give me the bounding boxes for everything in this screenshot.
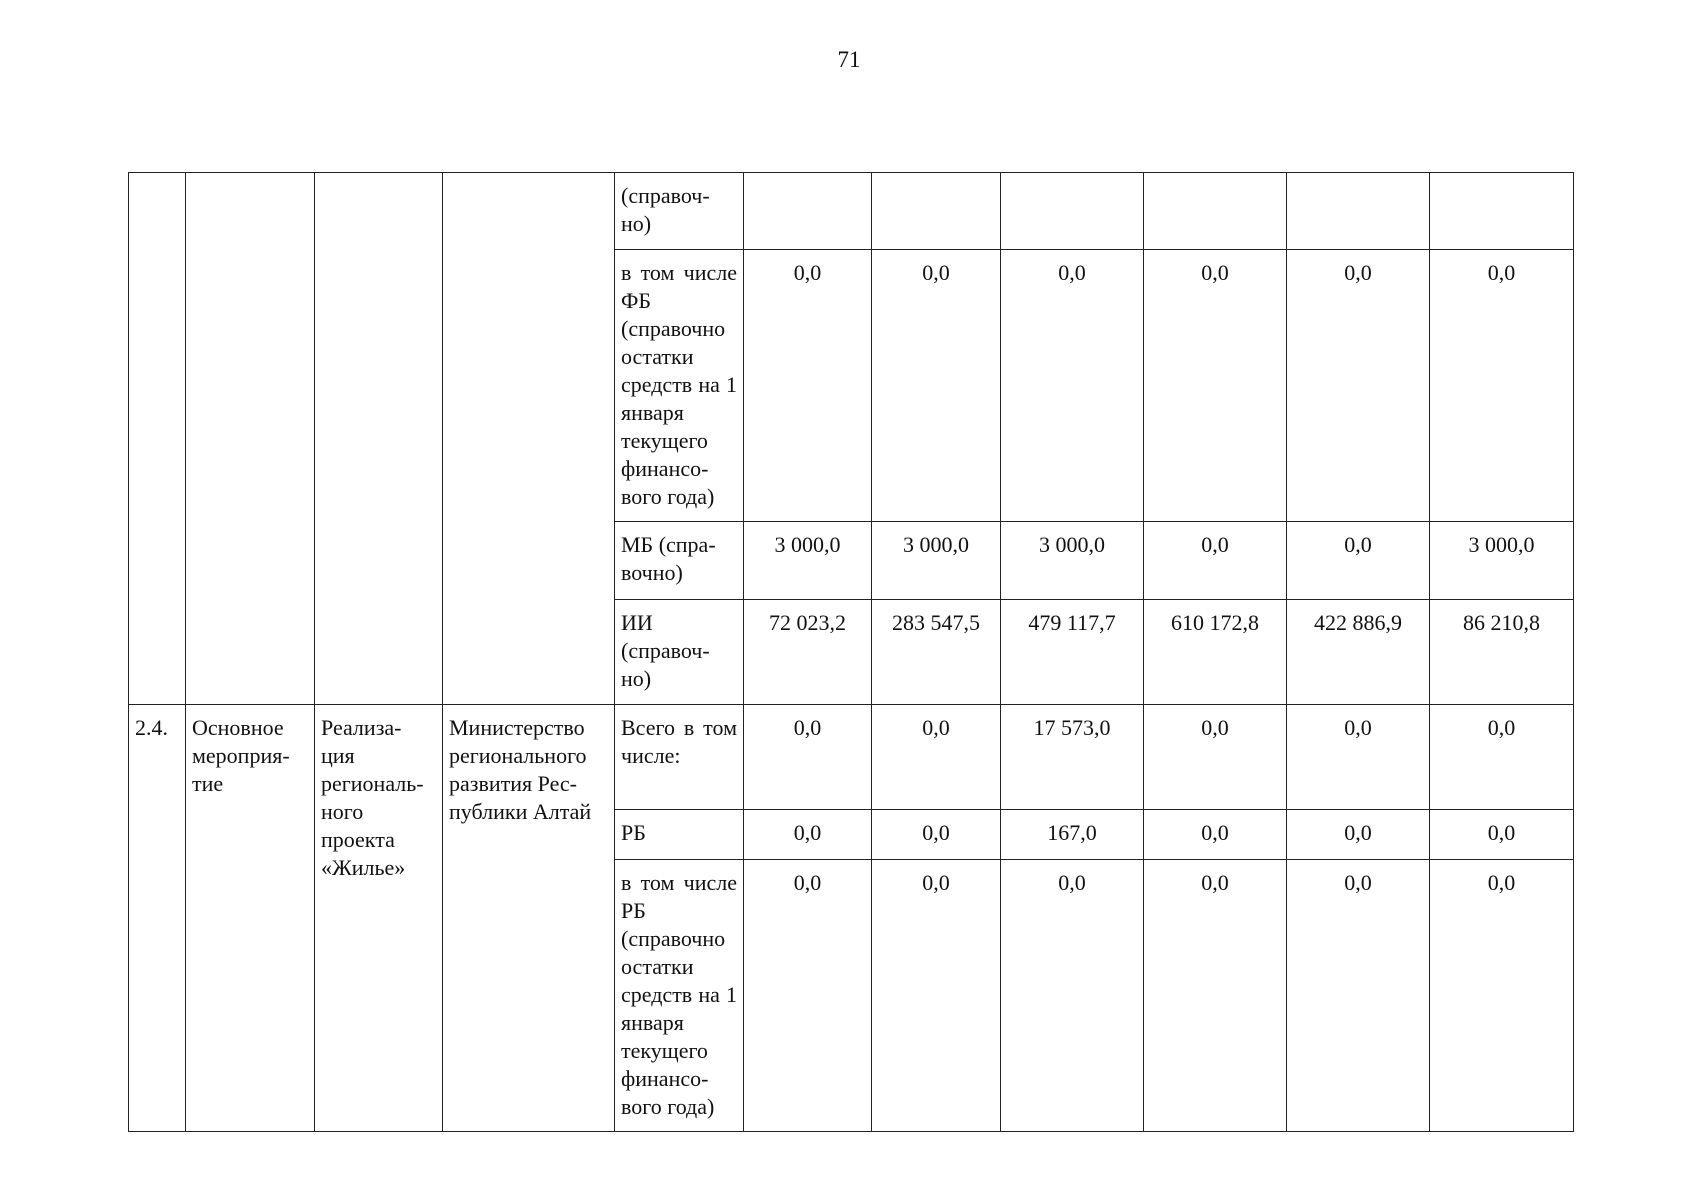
cell-value: 0,0 [872, 250, 1001, 522]
cell-value: 0,0 [1430, 705, 1574, 810]
cell-value [744, 173, 872, 250]
cell-funding-source: Всего в том числе: [615, 705, 744, 810]
cell-value: 0,0 [1287, 705, 1430, 810]
cell-value: 0,0 [1287, 810, 1430, 860]
cell-value: 0,0 [1144, 522, 1287, 600]
cell-value: 479 117,7 [1001, 600, 1144, 705]
cell-value: 0,0 [872, 860, 1001, 1132]
cell-value: 0,0 [1287, 522, 1430, 600]
cell-funding-source: в том числе ФБ (справочно остатки средств на 1 января текущего финансо- вого года) [615, 250, 744, 522]
cell-value: 0,0 [1144, 810, 1287, 860]
cell-value [1287, 173, 1430, 250]
cell-funding-source: МБ (спра- вочно) [615, 522, 744, 600]
cell-value: 0,0 [872, 810, 1001, 860]
cell-value: 3 000,0 [1430, 522, 1574, 600]
cell-value: 0,0 [1287, 250, 1430, 522]
cell-value: 283 547,5 [872, 600, 1001, 705]
cell-funding-source: ИИ (справоч- но) [615, 600, 744, 705]
page-number: 71 [837, 47, 861, 72]
cell-value [872, 173, 1001, 250]
cell-value: 0,0 [1430, 250, 1574, 522]
table-row [129, 173, 1574, 250]
table-row [129, 705, 1574, 810]
cell-value: 0,0 [872, 705, 1001, 810]
cell-value: 422 886,9 [1287, 600, 1430, 705]
cell-value: 0,0 [1001, 250, 1144, 522]
cell-number-empty [129, 173, 186, 705]
cell-value: 0,0 [1144, 250, 1287, 522]
cell-value: 0,0 [744, 250, 872, 522]
cell-value: 3 000,0 [1001, 522, 1144, 600]
cell-value: 0,0 [744, 860, 872, 1132]
cell-value: 3 000,0 [872, 522, 1001, 600]
cell-value: 0,0 [744, 810, 872, 860]
financing-table [128, 172, 1574, 1132]
cell-value: 0,0 [1287, 860, 1430, 1132]
cell-value: 0,0 [1144, 860, 1287, 1132]
cell-value: 0,0 [1430, 810, 1574, 860]
cell-funding-source: РБ [615, 810, 744, 860]
cell-item-executor: Министерство регионального развития Рес- публики Алтай [443, 705, 615, 1132]
cell-item-number: 2.4. [129, 705, 186, 1132]
cell-funding-source: (справоч- но) [615, 173, 744, 250]
cell-value: 0,0 [1430, 860, 1574, 1132]
cell-value: 167,0 [1001, 810, 1144, 860]
cell-value: 86 210,8 [1430, 600, 1574, 705]
cell-item-type: Основное мероприя- тие [186, 705, 315, 1132]
cell-value [1001, 173, 1144, 250]
cell-executor-empty [443, 173, 615, 705]
cell-value: 0,0 [744, 705, 872, 810]
cell-value: 17 573,0 [1001, 705, 1144, 810]
cell-item-name: Реализа- ция региональ- ного проекта «Жилье» [315, 705, 443, 1132]
cell-value: 0,0 [1001, 860, 1144, 1132]
cell-value: 0,0 [1144, 705, 1287, 810]
cell-value [1144, 173, 1287, 250]
cell-value [1430, 173, 1574, 250]
cell-value: 610 172,8 [1144, 600, 1287, 705]
cell-value: 72 023,2 [744, 600, 872, 705]
table-body [129, 173, 1574, 1132]
cell-value: 3 000,0 [744, 522, 872, 600]
cell-type-empty [186, 173, 315, 705]
cell-funding-source: в том числе РБ (справочно остатки средств на 1 января текущего финансо- вого года) [615, 860, 744, 1132]
cell-name-empty [315, 173, 443, 705]
